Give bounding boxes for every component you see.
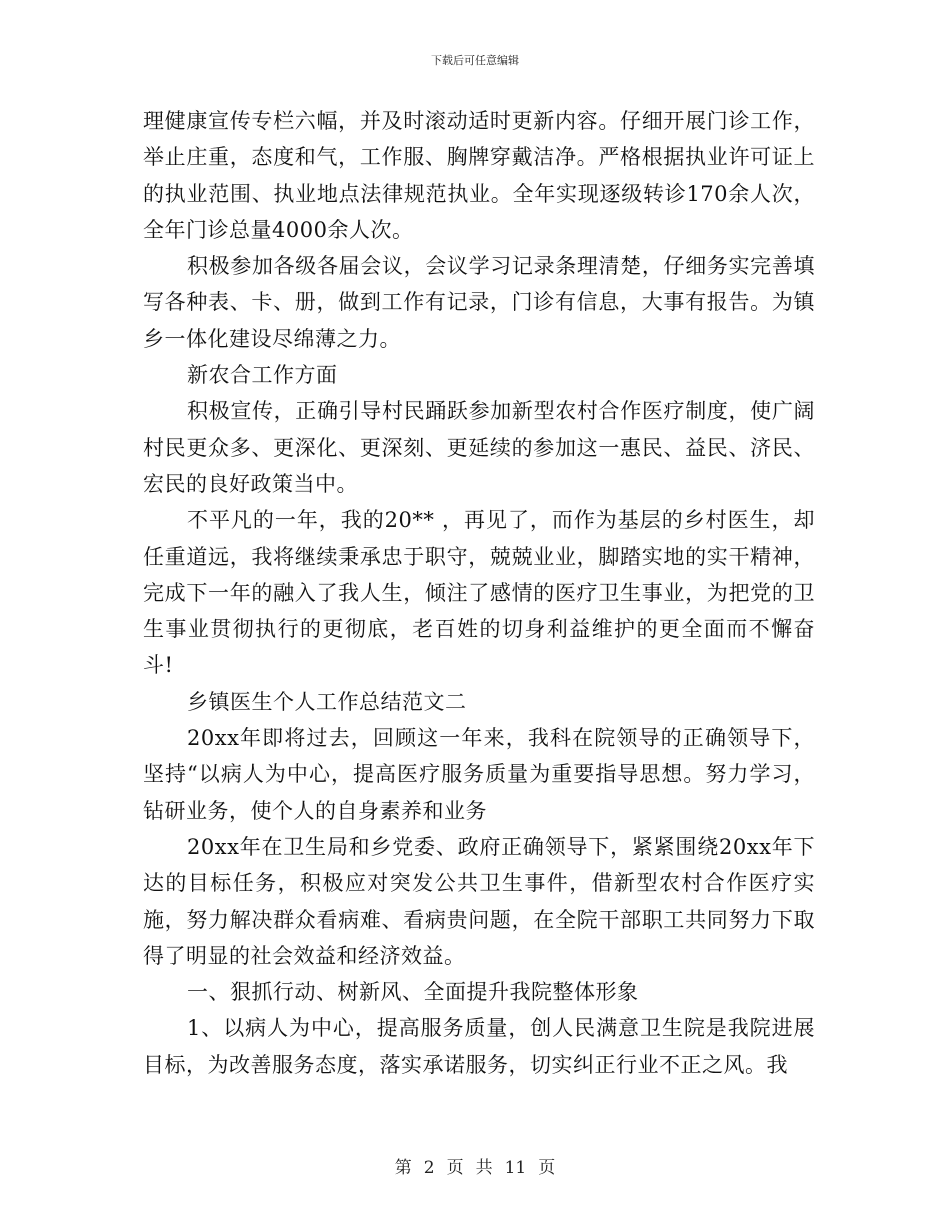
- paragraph-1: 理健康宣传专栏六幅，并及时滚动适时更新内容。仔细开展门诊工作，举止庄重，态度和气，工作服、胸牌穿戴洁净。严格根据执业许可证上的执业范围、执业地点法律规范执业。全年实现逐级转诊170余人次，全年门诊总量4000余人次。: [143, 109, 815, 242]
- page-footer: [0, 1153, 950, 1178]
- paragraph-7: 20xx年即将过去，回顾这一年来，我科在院领导的正确领导下，坚持“以病人为中心，提高医疗服务质量为重要指导思想。努力学习，钻研业务，使个人的自身素养和业务: [143, 726, 815, 823]
- footer-current-page: 2: [423, 1158, 435, 1178]
- section-heading-one: 一、狠抓行动、树新风、全面提升我院整体形象: [187, 980, 639, 1005]
- footer-di: 第: [394, 1158, 412, 1178]
- section-heading-sample-two: 乡镇医生个人工作总结范文二: [187, 689, 467, 714]
- footer-gong: 共: [475, 1158, 493, 1178]
- paragraph-4: 积极宣传，正确引导村民踊跃参加新型农村合作医疗制度，使广阔村民更众多、更深化、更深刻、更延续的参加这一惠民、益民、济民、宏民的良好政策当中。: [143, 399, 815, 496]
- footer-ye-end: 页: [538, 1158, 556, 1178]
- page-header-note: 下载后可任意编辑: [431, 54, 519, 67]
- paragraph-10: 1、以病人为中心，提高服务质量，创人民满意卫生院是我院进展目标，为改善服务态度，落实承诺服务，切实纠正行业不正之风。我: [143, 1016, 815, 1077]
- section-heading-xinnonghe: 新农合工作方面: [187, 363, 338, 388]
- footer-total-pages: 11: [504, 1158, 527, 1178]
- paragraph-5: 不平凡的一年，我的20** ，再见了，而作为基层的乡村医生，却任重道远，我将继续秉承忠于职守，兢兢业业，脚踏实地的实干精神，完成下一年的融入了我人生，倾注了感情的医疗卫生事业，为把党的卫生事业贯彻执行的更彻底，老百姓的切身利益维护的更全面而不懈奋斗!: [143, 508, 815, 678]
- paragraph-2: 积极参加各级各届会议，会议学习记录条理清楚，仔细务实完善填写各种表、卡、册，做到工作有记录，门诊有信息，大事有报告。为镇乡一体化建设尽绵薄之力。: [143, 254, 815, 351]
- document-body: [143, 103, 815, 1083]
- footer-ye: 页: [446, 1158, 464, 1178]
- paragraph-8: 20xx年在卫生局和乡党委、政府正确领导下，紧紧围绕20xx年下达的目标任务，积极应对突发公共卫生事件，借新型农村合作医疗实施，努力解决群众看病难、看病贵问题，在全院干部职工共同努力下取得了明显的社会效益和经济效益。: [143, 834, 815, 968]
